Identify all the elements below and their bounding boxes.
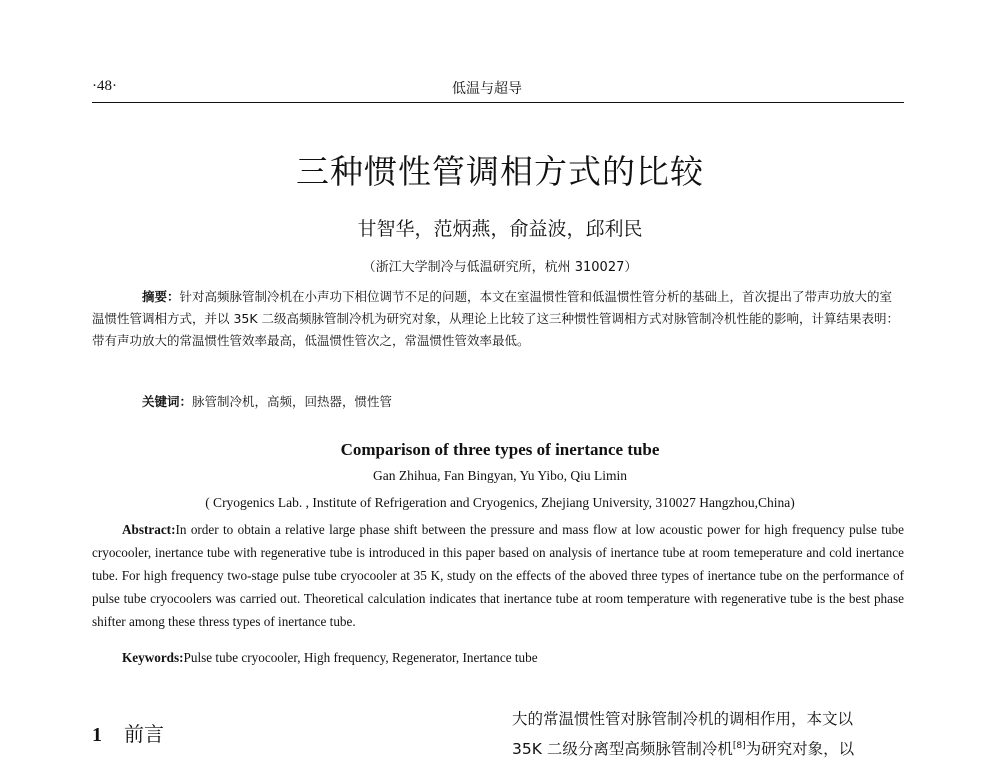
page-number: ·48· xyxy=(92,78,117,94)
affiliation-en: ( Cryogenics Lab. , Institute of Refrigeration and Cryogenics, Zhejiang University, 310027 Hangzhou,China) xyxy=(205,495,795,510)
abstract-en-text: In order to obtain a relative large phase shift between the pressure and mass flow at low acoustic power for high frequency pulse tube cryocooler, inertance tube with regenerative tube is introduced in this paper based on analysis of inertance tube at room temeperature and cold inertance tube. For high frequency two-stage pulse tube cryocooler at 35 K, study on the effects of the aboved three types of inertance tube on the performance of pulse tube cryocoolers was carried out. Theoretical calculation indicates that inertance tube at room temperature with regenerative tube is the best phase shifter among these thress types of inertance tube. xyxy=(92,522,904,629)
body-line-2 xyxy=(512,733,904,763)
body-line-1: 大的常温惯性管对脉管制冷机的调相作用，本文以 xyxy=(512,710,854,728)
authors-cn: 甘智华，范炳燕，俞益波，邱利民 xyxy=(357,218,643,240)
abstract-en xyxy=(92,518,904,633)
abstract-cn-text: 针对高频脉管制冷机在小声功下相位调节不足的问题，本文在室温惯性管和低温惯性管分析的基础上，首次提出了带声功放大的室温惯性管调相方式，并以 35K 二级高频脉管制冷机为研究对象，从理论上比较了这三种惯性管调相方式对脉管制冷机性能的影响，计算结果表明：带有声功放大的常温惯性管效率最高，低温惯性管次之，常温惯性管效率最低。 xyxy=(92,289,900,348)
header-rule xyxy=(92,102,904,103)
journal-name: 低温与超导 xyxy=(452,81,522,97)
abstract-cn xyxy=(92,286,904,352)
keywords-en xyxy=(122,650,538,666)
authors-en: Gan Zhihua, Fan Bingyan, Yu Yibo, Qiu Limin xyxy=(373,468,627,483)
running-header xyxy=(92,78,904,100)
keywords-cn-text: 脉管制冷机，高频，回热器，惯性管 xyxy=(192,394,393,409)
paper-title-cn: 三种惯性管调相方式的比较 xyxy=(296,152,704,191)
paper-title-en: Comparison of three types of inertance tube xyxy=(340,440,660,459)
body-line-2-end: 为研究对象，以 xyxy=(745,740,855,759)
section-heading xyxy=(92,718,164,747)
affiliation-cn: （浙江大学制冷与低温研究所，杭州 310027） xyxy=(362,260,638,275)
citation-ref[interactable]: [8] xyxy=(732,741,746,751)
body-text-right-column xyxy=(512,706,904,763)
abstract-cn-label: 摘要： xyxy=(142,289,180,304)
keywords-cn-label: 关键词： xyxy=(142,394,193,409)
keywords-cn xyxy=(142,392,392,410)
abstract-en-label: Abstract: xyxy=(122,522,176,537)
body-line-2-start: 35K 二级分离型高频脉管制冷机 xyxy=(512,740,733,759)
keywords-en-label: Keywords: xyxy=(122,650,184,665)
keywords-en-text: Pulse tube cryocooler, High frequency, Regenerator, Inertance tube xyxy=(183,650,538,665)
section-title: 前言 xyxy=(124,722,164,746)
section-number: 1 xyxy=(92,724,102,746)
